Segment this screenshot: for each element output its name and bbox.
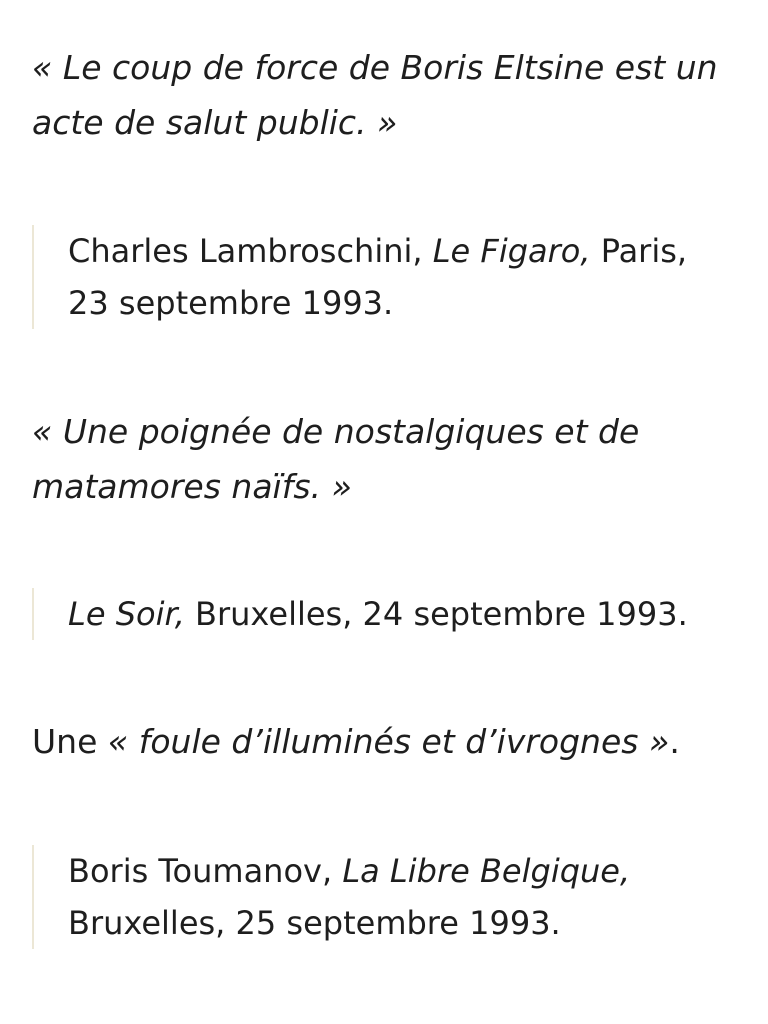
quote-1: « Le coup de force de Boris Eltsine est un acte de salut public. » <box>32 48 718 142</box>
citation-2 <box>32 588 732 640</box>
quote-prefix: Une <box>32 722 108 761</box>
quote-3 <box>32 714 732 769</box>
citation-1 <box>32 225 732 329</box>
quote-2: « Une poignée de nostalgiques et de matamores naïfs. » <box>32 412 640 506</box>
citation-source: Le Soir, <box>68 595 185 633</box>
citation-place-date: Paris, 23 septembre 1993. <box>68 232 688 322</box>
citation-source: La Libre Belgique, <box>342 852 631 890</box>
citation-author: Boris Toumanov, <box>68 852 343 890</box>
citation-place-date: Bruxelles, 24 septembre 1993. <box>184 595 688 633</box>
citation-author: Charles Lambroschini, <box>68 232 433 270</box>
citation-3 <box>32 845 732 949</box>
quote-suffix: . <box>669 722 680 761</box>
citation-place-date: Bruxelles, 25 septembre 1993. <box>68 904 561 942</box>
quote-text: « foule d’illuminés et d’ivrognes » <box>107 722 670 761</box>
citation-source: Le Figaro, <box>432 232 591 270</box>
